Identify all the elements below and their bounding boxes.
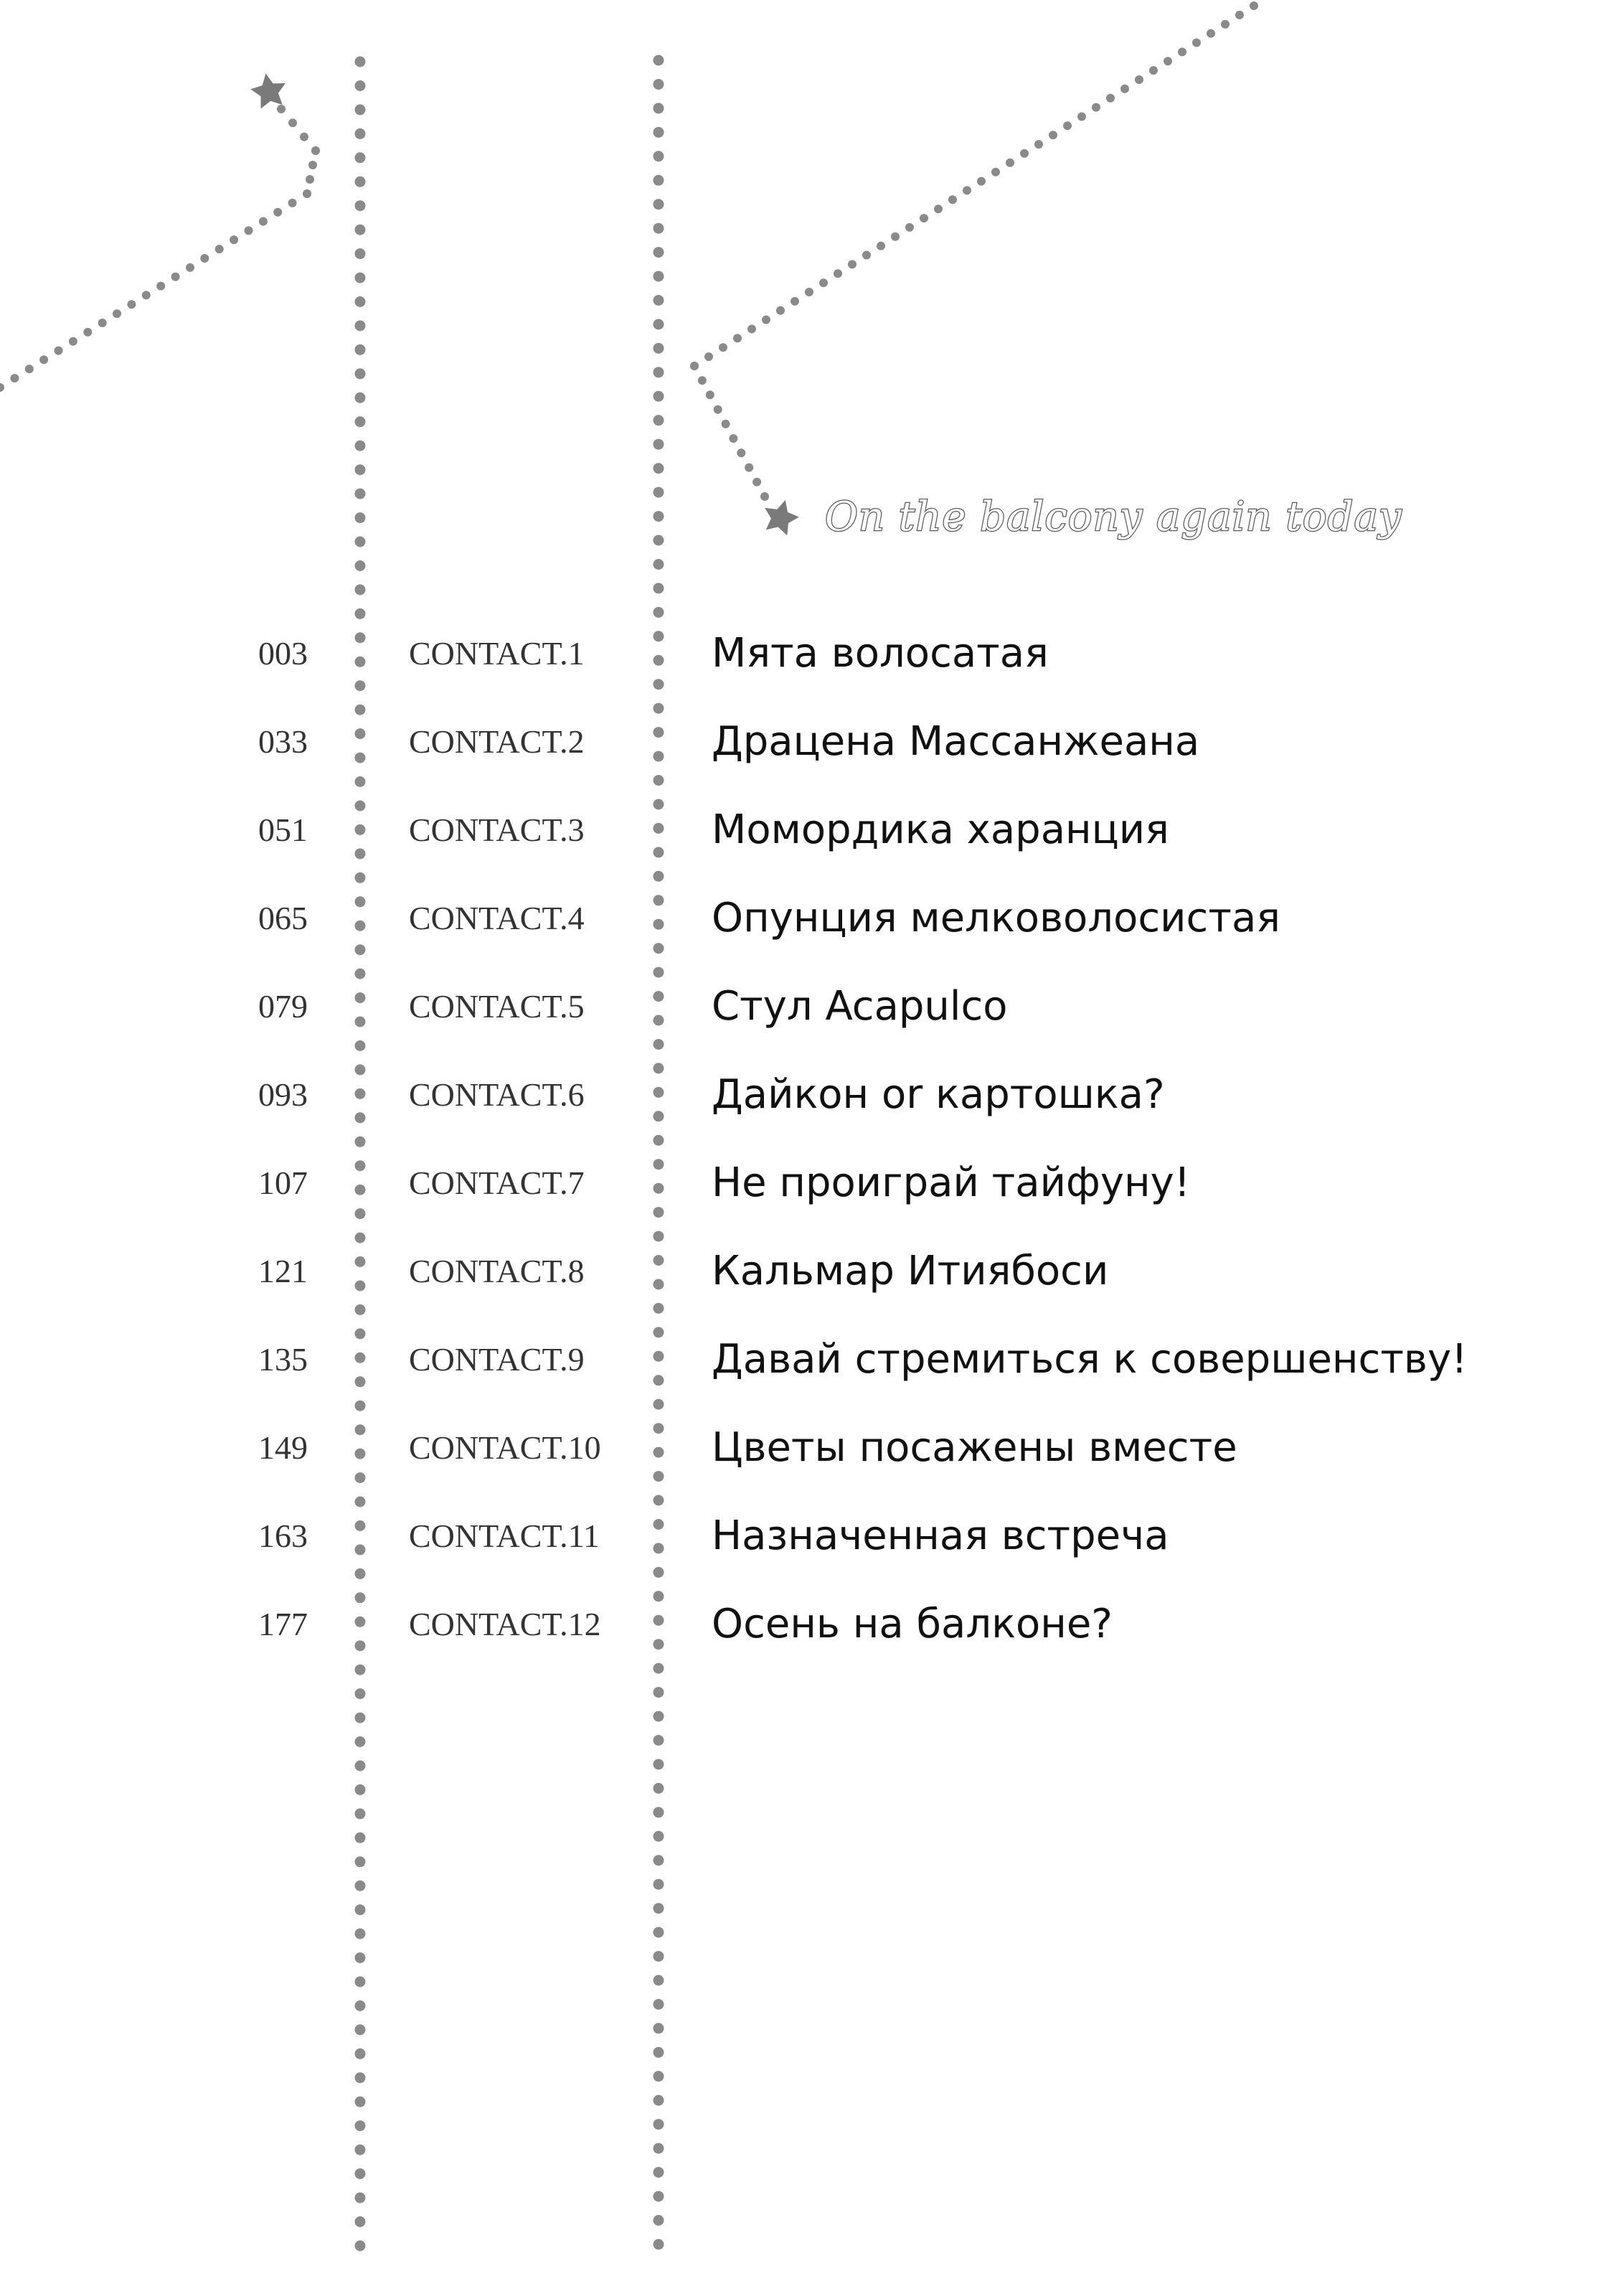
chapter-label: CONTACT.9 (409, 1341, 585, 1378)
dot (355, 152, 366, 163)
dot (653, 223, 664, 234)
dot (653, 367, 664, 377)
dot (1135, 75, 1143, 84)
dot (760, 492, 769, 501)
dot (653, 2215, 664, 2226)
book-subtitle: On the balcony again today (825, 494, 1402, 540)
dot (171, 273, 180, 281)
dot (306, 175, 314, 184)
dot (83, 328, 92, 337)
toc-row[interactable] (0, 801, 1614, 858)
dot (653, 247, 664, 258)
dot (653, 1831, 664, 1842)
dot (762, 316, 770, 324)
dot (653, 583, 664, 593)
toc-row[interactable] (0, 1065, 1614, 1123)
dot (355, 1040, 366, 1051)
dot (653, 1039, 664, 1050)
page-number: 107 (258, 1165, 308, 1201)
dot (355, 1401, 366, 1411)
dot (355, 2216, 366, 2227)
dot (303, 189, 311, 198)
chapter-label: CONTACT.5 (409, 988, 585, 1025)
toc-row[interactable] (0, 712, 1614, 770)
page-number: 177 (258, 1606, 308, 1642)
toc-row[interactable] (0, 977, 1614, 1035)
dot (355, 489, 366, 499)
dot (355, 1497, 366, 1507)
dot (245, 226, 253, 235)
dot (355, 392, 366, 403)
dot (355, 1929, 366, 1939)
dot (934, 204, 943, 213)
toc-row[interactable] (0, 1507, 1614, 1564)
page-number: 093 (258, 1076, 308, 1113)
dot (653, 1663, 664, 1674)
dot (355, 2072, 366, 2083)
dot (355, 1665, 366, 1675)
dot (355, 1881, 366, 1891)
dot (273, 208, 282, 217)
dot (355, 1736, 366, 1747)
dot (355, 464, 366, 475)
dot (920, 214, 928, 222)
dot (355, 512, 366, 523)
dot (355, 584, 366, 595)
dot (355, 344, 366, 355)
dot (186, 263, 194, 272)
dot (355, 608, 366, 619)
chapter-label: CONTACT.8 (409, 1253, 585, 1289)
dot (991, 168, 1000, 177)
dot (653, 1951, 664, 1962)
dot (355, 1137, 366, 1147)
dot (355, 872, 366, 883)
chapter-label: CONTACT.4 (409, 900, 585, 936)
dot (653, 319, 664, 330)
dot (653, 967, 664, 978)
dot (698, 376, 707, 385)
chapter-label: CONTACT.7 (409, 1165, 585, 1201)
dot (653, 199, 664, 210)
dot (653, 1903, 664, 1914)
dot (25, 364, 34, 373)
dot (653, 2095, 664, 2106)
dot (653, 439, 664, 450)
dot (355, 2168, 366, 2179)
dot (653, 1927, 664, 1938)
dot (653, 1975, 664, 1986)
dot (355, 1761, 366, 1772)
dot (653, 103, 664, 113)
page-number: 033 (258, 723, 308, 760)
dot (355, 104, 366, 115)
dot-lines (0, 1, 1258, 2252)
dot (653, 535, 664, 546)
dot (653, 1855, 664, 1866)
dot (704, 352, 713, 361)
dot (355, 57, 366, 67)
dot (653, 2239, 664, 2250)
dot (653, 295, 664, 306)
chapter-label: CONTACT.2 (409, 723, 585, 760)
dot (355, 2024, 366, 2035)
dot (98, 319, 107, 327)
chapter-title: Момордика харанция (712, 806, 1169, 853)
dot (653, 2167, 664, 2178)
star-icon (248, 70, 289, 110)
dot (355, 128, 366, 139)
chapter-title: Назначенная встреча (712, 1512, 1169, 1559)
dot (355, 680, 366, 691)
dot (355, 2241, 366, 2252)
dot (355, 1568, 366, 1579)
dot (963, 186, 971, 194)
chapter-label: CONTACT.6 (409, 1076, 585, 1113)
dot (355, 2145, 366, 2155)
dot (1034, 140, 1043, 149)
dot (55, 347, 63, 355)
chapter-label: CONTACT.10 (409, 1429, 601, 1466)
page-number: 135 (258, 1341, 308, 1378)
dot (653, 1399, 664, 1410)
page-number: 065 (258, 900, 308, 936)
dot (259, 217, 268, 226)
dot (776, 306, 785, 315)
dot (355, 416, 366, 427)
dot (653, 871, 664, 882)
dot (653, 775, 664, 786)
dot (355, 200, 366, 211)
dot (200, 254, 209, 263)
dot (355, 1304, 366, 1315)
chapter-title: Кальмар Итиябоси (712, 1248, 1109, 1294)
dot (805, 288, 813, 296)
dot (355, 776, 366, 787)
dot (653, 1807, 664, 1817)
chapter-title: Цветы посажены вместе (712, 1424, 1237, 1471)
dot (729, 434, 737, 443)
dot (277, 105, 285, 113)
dot (1164, 57, 1172, 65)
dot (1006, 159, 1014, 167)
dot (39, 355, 48, 364)
dot (355, 1713, 366, 1723)
dot (1120, 85, 1129, 93)
dot (714, 405, 722, 414)
dot (355, 1952, 366, 1963)
dot (653, 1303, 664, 1314)
dot (791, 297, 799, 306)
dot (653, 2191, 664, 2202)
toc-row[interactable] (0, 1330, 1614, 1388)
dot (1092, 103, 1100, 112)
dot (1063, 121, 1072, 130)
dot (653, 79, 664, 90)
dot (653, 463, 664, 474)
dot (834, 269, 842, 278)
dot (653, 607, 664, 618)
dot (355, 1688, 366, 1699)
dot (355, 273, 366, 283)
chapter-title: Мята волосатая (712, 630, 1049, 677)
dot (355, 321, 366, 331)
dot (733, 334, 742, 342)
dot (355, 537, 366, 547)
dot (653, 175, 664, 186)
toc-row[interactable] (0, 1418, 1614, 1476)
dot (653, 1759, 664, 1770)
dot (653, 55, 664, 66)
dot (706, 390, 714, 399)
dot (653, 1879, 664, 1890)
dot (156, 282, 165, 291)
dot (862, 251, 871, 260)
dot (1207, 29, 1215, 38)
chapter-title: Давай стремиться к совершенству! (712, 1336, 1468, 1383)
dot (653, 343, 664, 354)
dot (355, 248, 366, 259)
dot (355, 2097, 366, 2107)
chapter-label: CONTACT.11 (409, 1518, 600, 1554)
dot (113, 309, 121, 318)
dot (653, 1783, 664, 1794)
chapter-title: Опунция мелковолосистая (712, 895, 1280, 941)
dot (0, 383, 4, 392)
dot (653, 415, 664, 425)
dot (1149, 66, 1158, 75)
dot (653, 487, 664, 498)
dot (877, 242, 885, 250)
chapter-title: Драцена Массанжеана (712, 718, 1200, 765)
toc-row[interactable] (0, 624, 1614, 682)
dot (653, 1687, 664, 1698)
toc-row[interactable] (0, 1242, 1614, 1299)
dot (215, 245, 224, 253)
dot (355, 1904, 366, 1915)
dot (653, 1135, 664, 1146)
dot (355, 177, 366, 187)
toc-row[interactable] (0, 1595, 1614, 1652)
dot (653, 2071, 664, 2081)
dot (848, 260, 856, 268)
dot (653, 1231, 664, 1242)
dot (355, 1784, 366, 1795)
dot (653, 2023, 664, 2033)
dot (288, 199, 297, 207)
page-number: 149 (258, 1429, 308, 1466)
dot (653, 2143, 664, 2154)
dot (69, 337, 77, 346)
dot (722, 420, 730, 428)
dot (355, 1977, 366, 1987)
dot (355, 2193, 366, 2203)
dot (1192, 39, 1201, 47)
dot (747, 325, 756, 334)
star-icon (760, 495, 803, 537)
dot (690, 362, 699, 370)
dot (752, 478, 761, 486)
dot (653, 559, 664, 570)
page-number: 079 (258, 988, 308, 1025)
dot (355, 1808, 366, 1819)
dot (230, 235, 238, 244)
dot (653, 1735, 664, 1746)
dot (891, 232, 900, 241)
dot (355, 2048, 366, 2059)
dot (1049, 131, 1057, 139)
dot (653, 271, 664, 282)
dot (1235, 11, 1244, 19)
dot (355, 1856, 366, 1867)
dot (355, 2000, 366, 2011)
toc-row[interactable] (0, 1154, 1614, 1211)
dot (355, 2120, 366, 2131)
dot (355, 560, 366, 571)
dot (653, 1999, 664, 2010)
dot (719, 343, 727, 352)
dot (653, 511, 664, 522)
dot (1221, 20, 1230, 29)
dot (311, 146, 320, 155)
chapter-label: CONTACT.1 (409, 635, 585, 672)
chapter-title: Не проиграй тайфуну! (712, 1159, 1191, 1206)
dot (745, 464, 753, 472)
dot (1250, 1, 1258, 10)
dot (653, 151, 664, 161)
dot (355, 441, 366, 451)
dot (308, 161, 317, 169)
dot (355, 225, 366, 235)
dot (355, 1832, 366, 1843)
dot (1178, 47, 1186, 56)
chapter-title: Осень на балконе? (712, 1601, 1113, 1647)
dot (355, 80, 366, 91)
dot (653, 391, 664, 402)
dot (905, 223, 914, 232)
dot (653, 2119, 664, 2130)
chapter-label: CONTACT.3 (409, 811, 585, 848)
page-number: 163 (258, 1518, 308, 1554)
dot (300, 133, 308, 141)
dot (819, 278, 828, 287)
dot (653, 2047, 664, 2058)
dot (1106, 94, 1115, 103)
dot (653, 1711, 664, 1722)
page-number: 003 (258, 635, 308, 672)
dot (127, 300, 136, 309)
chapter-label: CONTACT.12 (409, 1606, 601, 1642)
chapter-title: Дайкон or картошка? (712, 1071, 1165, 1118)
dot (977, 177, 986, 186)
chapter-title: Стул Acapulco (712, 983, 1008, 1030)
dot (1020, 149, 1029, 158)
dot (737, 448, 745, 457)
toc-row[interactable] (0, 889, 1614, 946)
dot (653, 1495, 664, 1506)
page-number: 121 (258, 1253, 308, 1289)
page-number: 051 (258, 811, 308, 848)
dot (142, 291, 151, 299)
dot (355, 368, 366, 379)
dot (948, 195, 957, 204)
dot (653, 1567, 664, 1578)
dot (288, 118, 297, 127)
dot (1077, 113, 1086, 121)
dot (10, 374, 19, 382)
dot (653, 127, 664, 138)
dot (355, 296, 366, 307)
